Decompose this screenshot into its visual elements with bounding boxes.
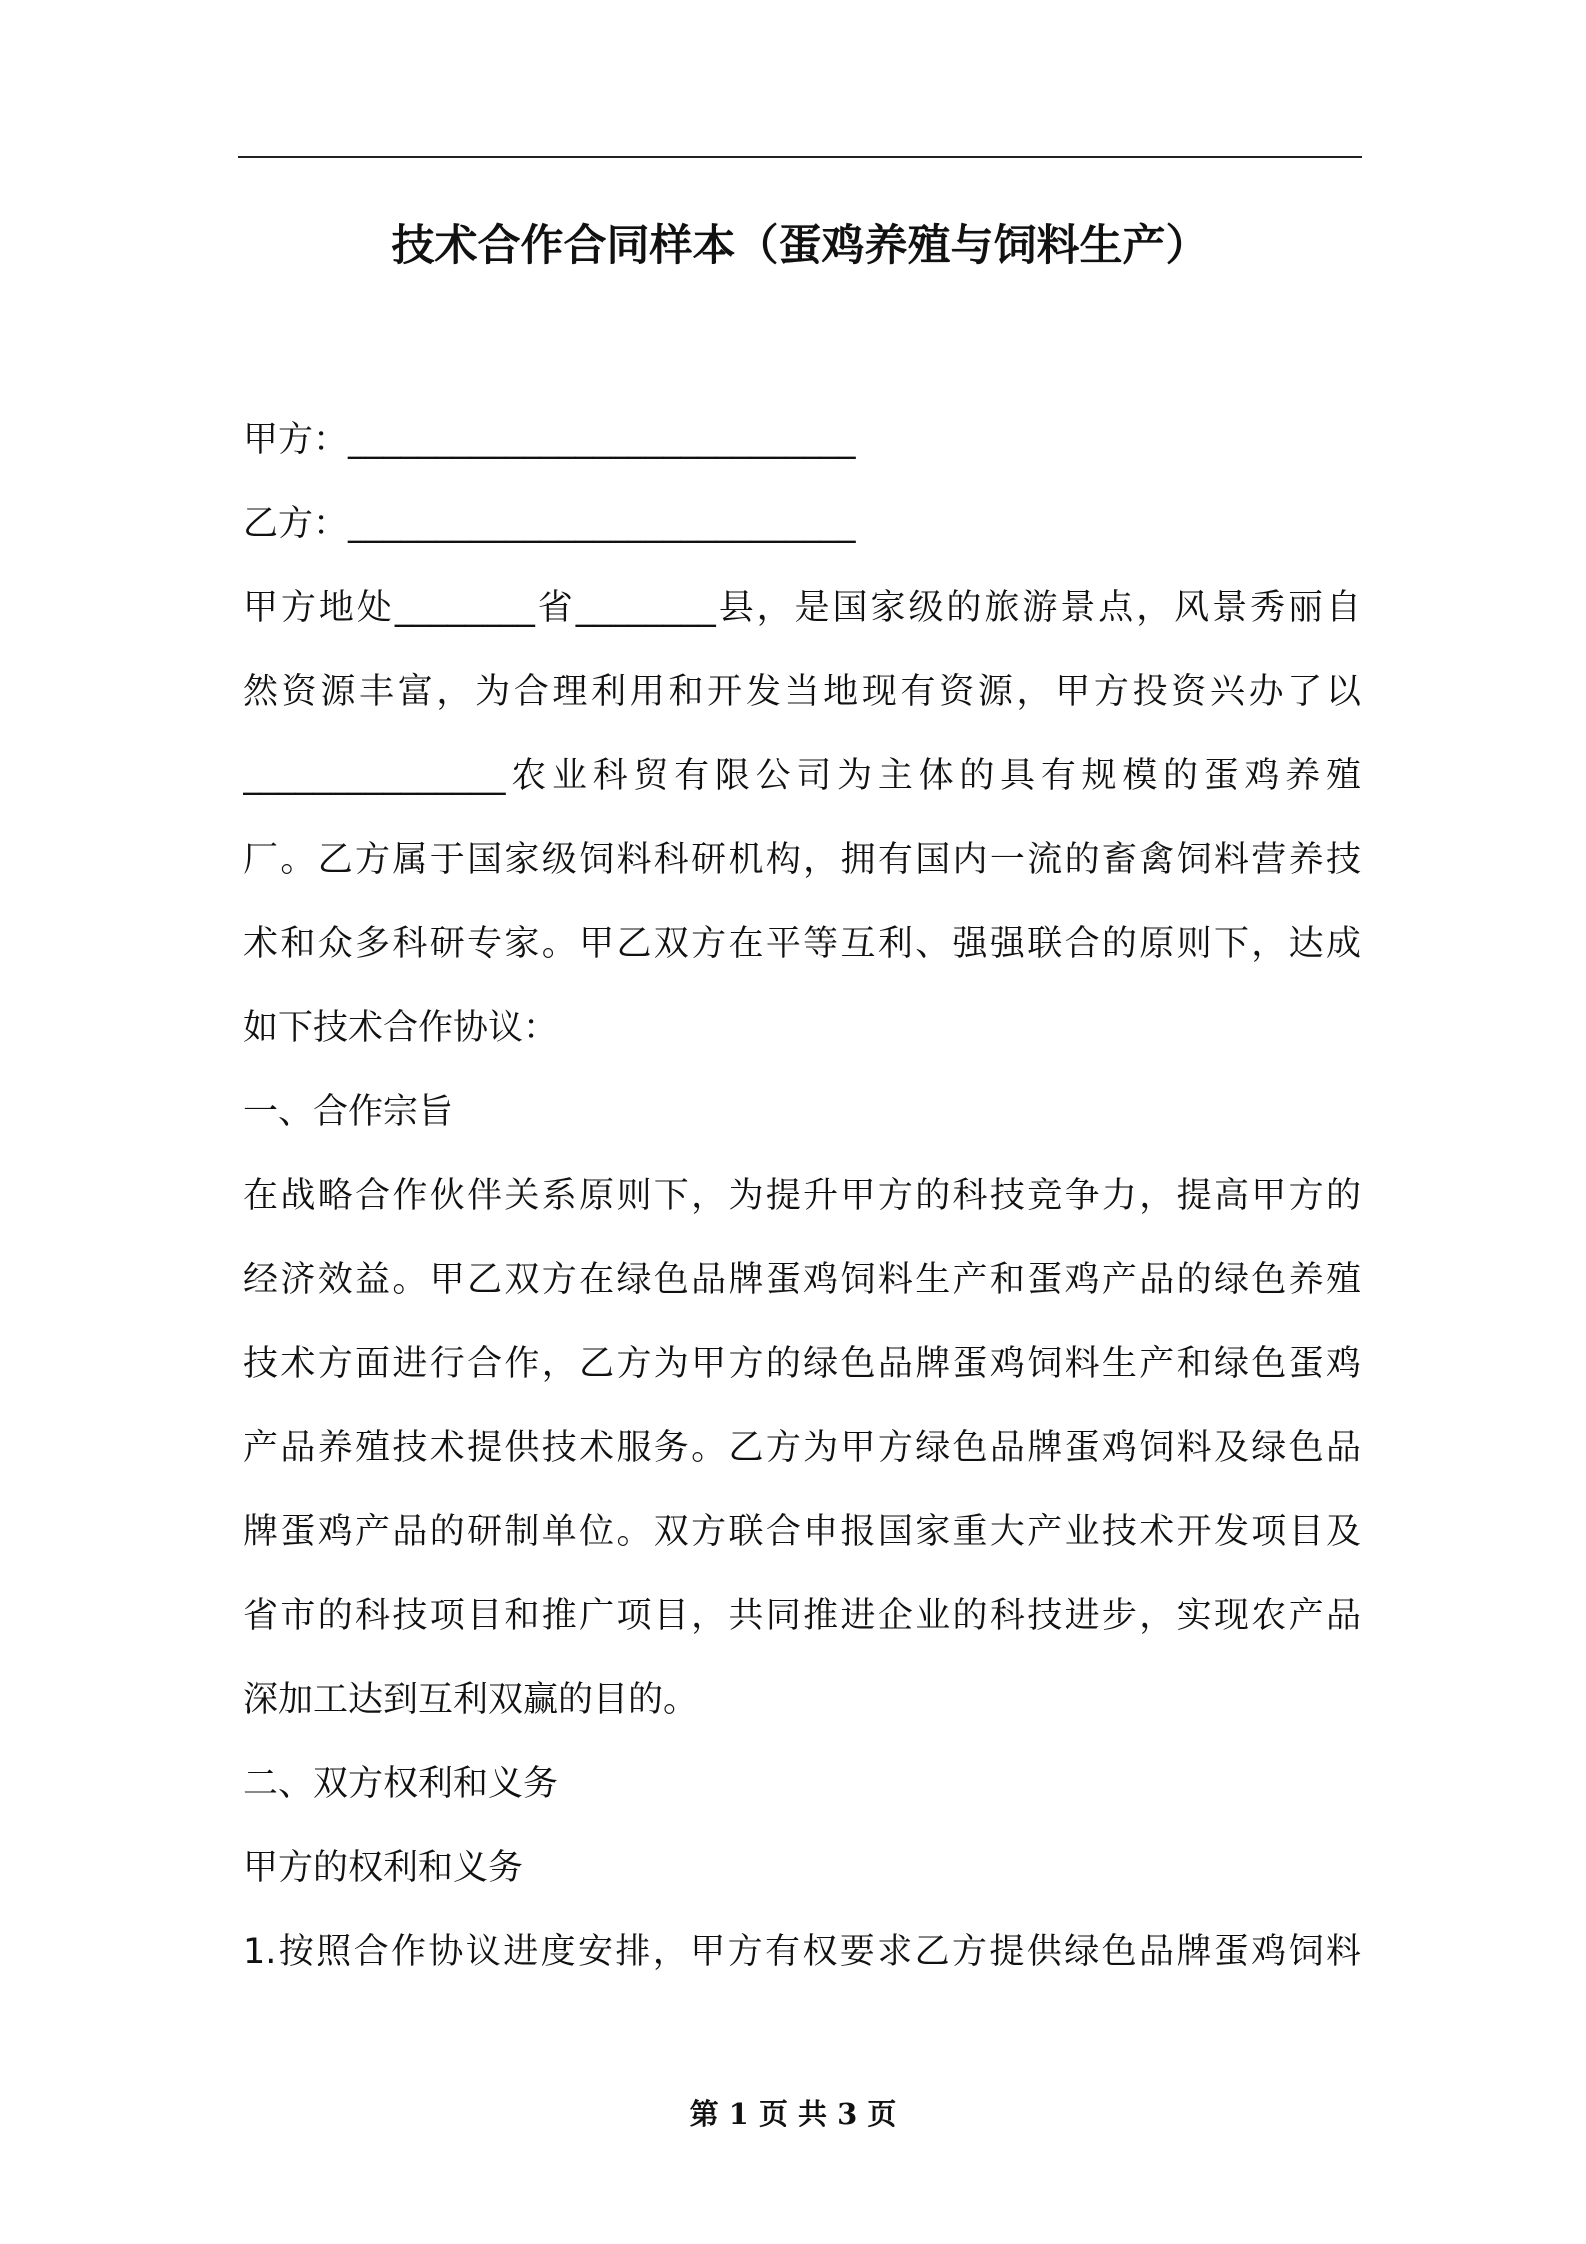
body-line: 1.按照合作协议进度安排，甲方有权要求乙方提供绿色品牌蛋鸡饲料 xyxy=(243,1932,1361,1972)
body-line: 甲方地处________省________县，是国家级的旅游景点，风景秀丽自 xyxy=(243,588,1361,628)
body-line: 牌蛋鸡产品的研制单位。双方联合申报国家重大产业技术开发项目及 xyxy=(243,1512,1361,1552)
body-line: 厂。乙方属于国家级饲料科研机构，拥有国内一流的畜禽饲料营养技 xyxy=(243,840,1361,880)
section-heading: 二、双方权利和义务 xyxy=(243,1764,559,1804)
subsection-heading: 甲方的权利和义务 xyxy=(243,1848,524,1888)
header-rule xyxy=(238,156,1362,158)
body-line: 在战略合作伙伴关系原则下，为提升甲方的科技竞争力，提高甲方的 xyxy=(243,1176,1361,1216)
document-title: 技术合作合同样本（蛋鸡养殖与饲料生产） xyxy=(391,221,1209,271)
section-heading: 一、合作宗旨 xyxy=(243,1092,454,1132)
body-line: 经济效益。甲乙双方在绿色品牌蛋鸡饲料生产和蛋鸡产品的绿色养殖 xyxy=(243,1260,1361,1300)
body-line: 产品养殖技术提供技术服务。乙方为甲方绿色品牌蛋鸡饲料及绿色品 xyxy=(243,1428,1361,1468)
body-line: 深加工达到互利双赢的目的。 xyxy=(243,1680,699,1720)
party-a-line: 甲方：_____________________________ xyxy=(243,420,856,460)
party-b-line: 乙方：_____________________________ xyxy=(243,504,856,544)
body-line: 技术方面进行合作，乙方为甲方的绿色品牌蛋鸡饲料生产和绿色蛋鸡 xyxy=(243,1344,1361,1384)
body-line: 术和众多科研专家。甲乙双方在平等互利、强强联合的原则下，达成 xyxy=(243,924,1361,964)
body-line: 省市的科技项目和推广项目，共同推进企业的科技进步，实现农产品 xyxy=(243,1596,1361,1636)
body-line: 然资源丰富，为合理利用和开发当地现有资源，甲方投资兴办了以 xyxy=(243,672,1361,712)
page-footer: 第 1 页 共 3 页 xyxy=(689,2097,897,2131)
document-body xyxy=(243,398,1361,1994)
body-line: 如下技术合作协议： xyxy=(243,1008,559,1048)
body-line: _______________农业科贸有限公司为主体的具有规模的蛋鸡养殖 xyxy=(243,756,1361,796)
